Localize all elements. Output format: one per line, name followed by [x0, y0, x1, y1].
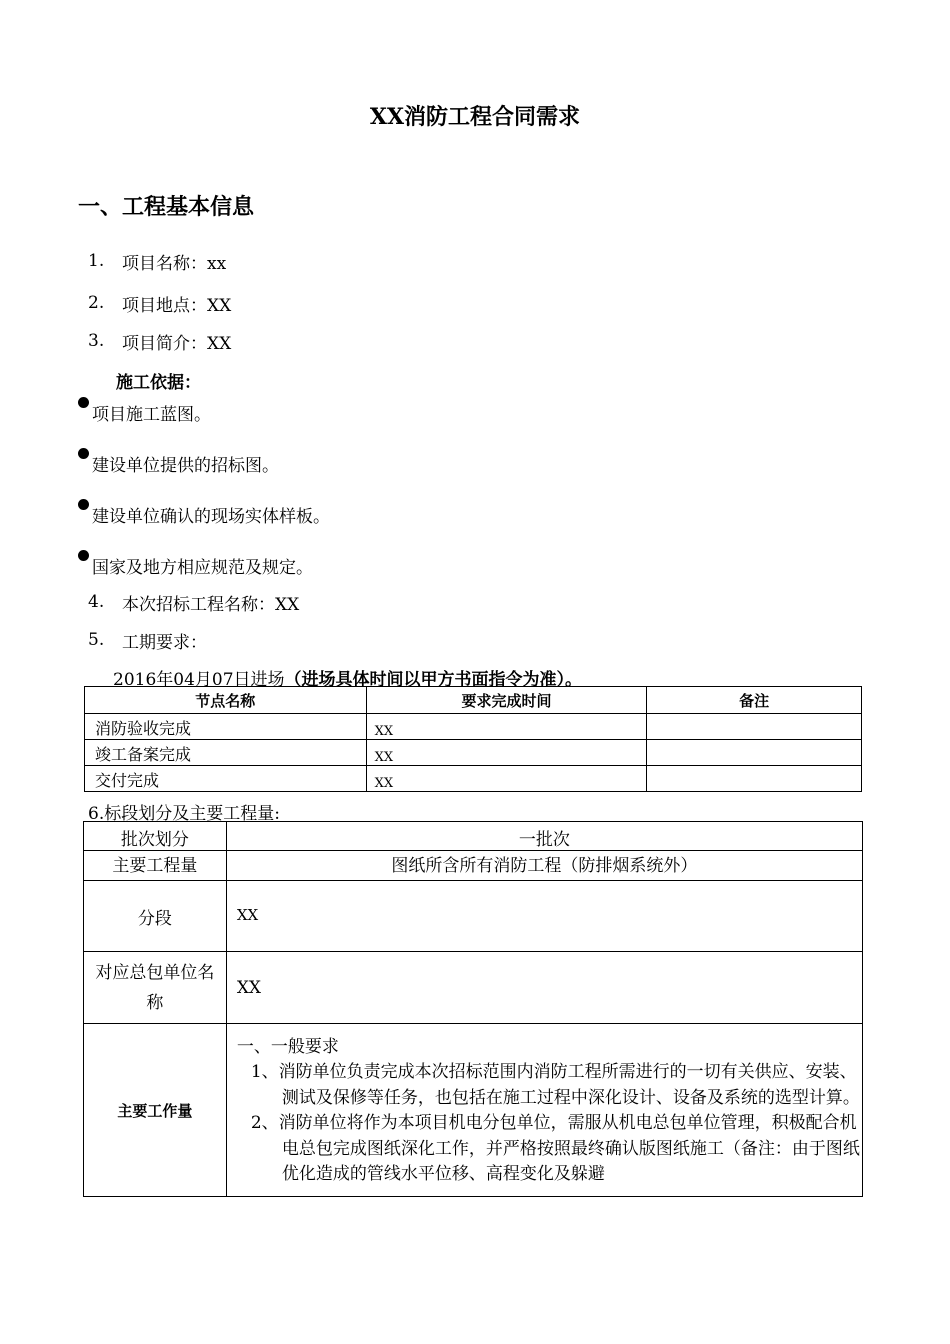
milestone-table — [84, 686, 862, 792]
requirement-item: 2、消防单位将作为本项目机电分包单位，需服从机电总包单位管理，积极配合机电总包完成图纸深化工作，并严格按照最终确认版图纸施工（备注：由于图纸优化造成的管线水平位移、高程变化及躲避 — [250, 1113, 860, 1184]
table-row — [84, 952, 863, 1024]
segment-label: 分段 — [84, 881, 227, 952]
contractor-value: XX — [226, 952, 862, 1024]
list-number: 3. — [88, 331, 105, 351]
batch-label: 批次划分 — [84, 822, 227, 851]
column-header: 要求完成时间 — [366, 687, 647, 714]
bullet-icon — [78, 499, 89, 510]
column-header: 备注 — [647, 687, 862, 714]
section-heading-scope: 6.标段划分及主要工程量: — [88, 804, 280, 824]
main-workload-content — [226, 1024, 862, 1197]
bullet-icon — [78, 550, 89, 561]
column-header: 节点名称 — [85, 687, 367, 714]
segment-value: XX — [226, 881, 862, 952]
entry-note: （进场具体时间以甲方书面指令为准）。 — [284, 670, 583, 690]
bullet-icon — [78, 397, 89, 408]
basis-item: 建设单位确认的现场实体样板。 — [92, 507, 330, 527]
table-row — [84, 851, 863, 881]
table-row — [85, 766, 862, 792]
basis-item: 建设单位提供的招标图。 — [92, 456, 279, 476]
table-row — [84, 822, 863, 851]
table-row — [84, 1024, 863, 1197]
basis-item: 项目施工蓝图。 — [92, 405, 211, 425]
milestone-date: XX — [366, 740, 647, 766]
requirement-item: 1、消防单位负责完成本次招标范围内消防工程所需进行的一切有关供应、安装、测试及保修等任务，也包括在施工过程中深化设计、设备及系统的选型计算。 — [250, 1062, 860, 1108]
bullet-icon — [78, 448, 89, 459]
list-number: 1. — [88, 251, 105, 271]
main-quantity-value: 图纸所含所有消防工程（防排烟系统外） — [226, 851, 862, 881]
milestone-date: XX — [366, 714, 647, 740]
milestone-note — [647, 714, 862, 740]
section-heading-basic-info: 一、工程基本信息 — [78, 194, 255, 220]
entry-date: 2016年04月07日进场 — [113, 670, 285, 690]
scope-table — [83, 821, 863, 1197]
document-title: XX消防工程合同需求 — [369, 104, 581, 130]
contractor-label: 对应总包单位名称 — [84, 952, 227, 1024]
milestone-date: XX — [366, 766, 647, 792]
list-number: 5. — [88, 630, 105, 650]
tender-project-name: 本次招标工程名称：XX — [122, 595, 300, 615]
general-requirements-heading: 一、一般要求 — [236, 1036, 339, 1057]
table-row — [85, 714, 862, 740]
milestone-name: 交付完成 — [85, 766, 367, 792]
main-workload-label: 主要工作量 — [84, 1024, 227, 1197]
table-header-row — [85, 687, 862, 714]
list-number: 2. — [88, 293, 105, 313]
project-name: 项目名称：xx — [122, 254, 227, 274]
milestone-note — [647, 740, 862, 766]
table-row — [85, 740, 862, 766]
table-row — [84, 881, 863, 952]
project-location: 项目地点：XX — [122, 296, 232, 316]
milestone-name: 竣工备案完成 — [85, 740, 367, 766]
list-number: 4. — [88, 592, 105, 612]
schedule-requirement: 工期要求： — [122, 633, 207, 653]
milestone-name: 消防验收完成 — [85, 714, 367, 740]
main-quantity-label: 主要工程量 — [84, 851, 227, 881]
basis-item: 国家及地方相应规范及规定。 — [92, 558, 313, 578]
project-summary: 项目简介：XX — [122, 334, 232, 354]
batch-value: 一批次 — [226, 822, 862, 851]
basis-title: 施工依据： — [116, 373, 201, 393]
milestone-note — [647, 766, 862, 792]
